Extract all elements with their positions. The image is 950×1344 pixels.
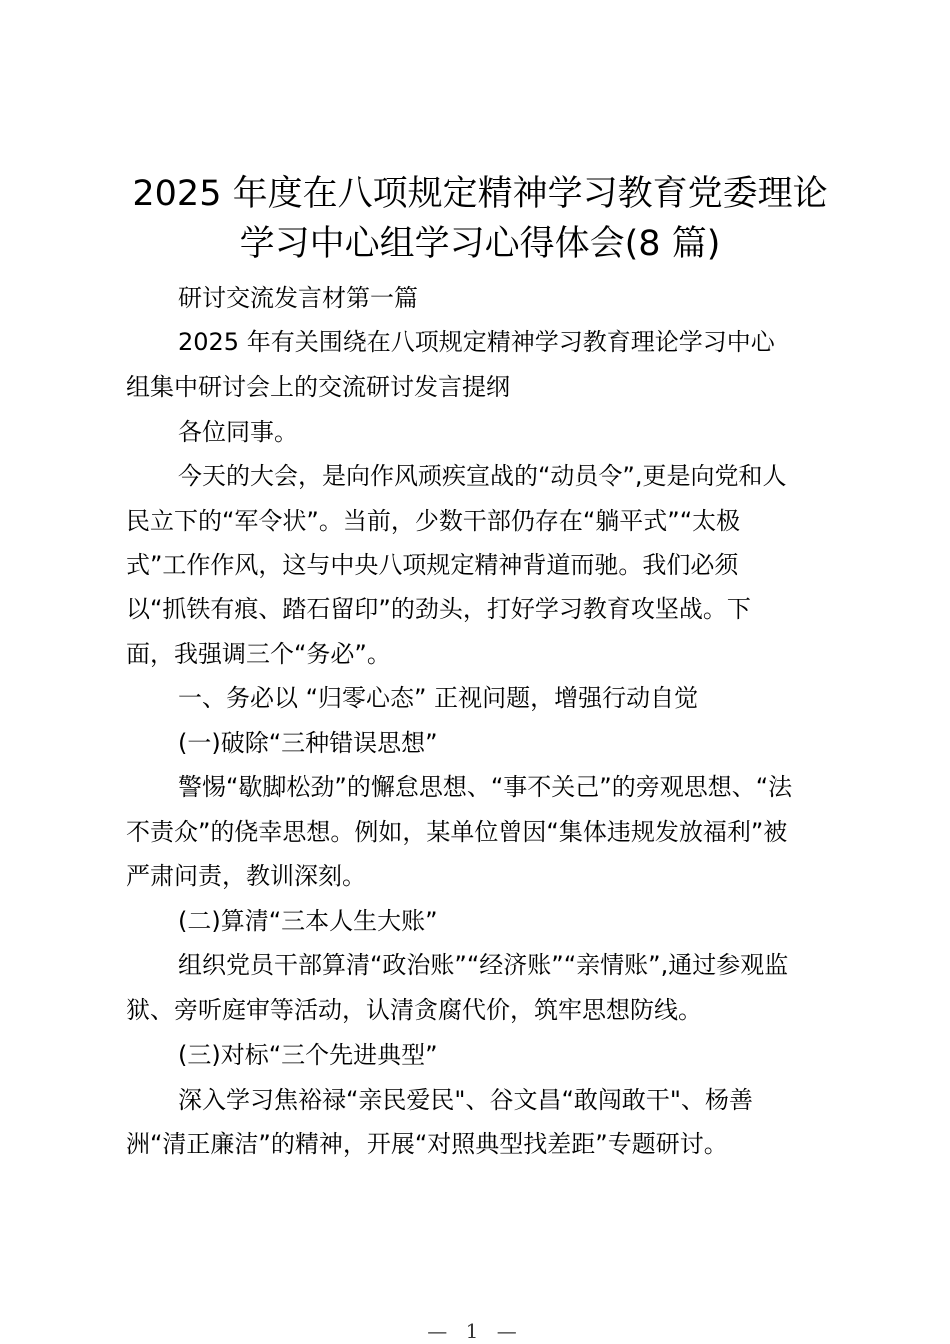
paragraph-line: 面，我强调三个“务必”。 <box>126 640 391 668</box>
salutation: 各位同事。 <box>178 418 298 446</box>
paragraph-line: 2025 年有关围绕在八项规定精神学习教育理论学习中心 <box>178 328 775 356</box>
paragraph-line: 严肃问责，教训深刻。 <box>126 862 366 890</box>
paragraph-line: 以“抓铁有痕、踏石留印”的劲头，打好学习教育攻坚战。下 <box>126 595 751 623</box>
paragraph-line: 组集中研讨会上的交流研讨发言提纲 <box>126 373 510 401</box>
paragraph-line: 民立下的“军令状”。当前，少数干部仍存在“躺平式”“太极 <box>126 507 741 535</box>
heading-level-1: 一、务必以 “归零心态” 正视问题，增强行动自觉 <box>178 684 699 712</box>
paragraph-line: 今天的大会，是向作风顽疾宣战的“动员令”,更是向党和人 <box>178 462 787 490</box>
heading-level-2: (二)算清“三本人生大账” <box>178 907 438 935</box>
heading-level-2: (三)对标“三个先进典型” <box>178 1041 438 1069</box>
paragraph-line: 式”工作作风，这与中央八项规定精神背道而驰。我们必须 <box>126 551 739 579</box>
section-heading: 研讨交流发言材第一篇 <box>178 284 418 312</box>
paragraph-line: 警惕“歇脚松劲”的懈怠思想、“事不关己”的旁观思想、“法 <box>178 773 793 801</box>
paragraph-line: 不责众”的侥幸思想。例如，某单位曾因“集体违规发放福利”被 <box>126 818 788 846</box>
page-number: — 1 — <box>427 1319 523 1343</box>
paragraph-line: 深入学习焦裕禄“亲民爱民"、谷文昌“敢闯敢干"、杨善 <box>178 1086 753 1114</box>
paragraph-line: 狱、旁听庭审等活动，认清贪腐代价，筑牢思想防线。 <box>126 996 702 1024</box>
paragraph-line: 洲“清正廉洁”的精神，开展“对照典型找差距”专题研讨。 <box>126 1130 728 1158</box>
document-title-line-1: 2025 年度在八项规定精神学习教育党委理论 <box>132 174 828 214</box>
heading-level-2: (一)破除“三种错误思想” <box>178 729 438 757</box>
document-title-line-2: 学习中心组学习心得体会(8 篇) <box>239 224 721 264</box>
paragraph-line: 组织党员干部算清“政治账”“经济账”“亲情账”,通过参观监 <box>178 951 789 979</box>
